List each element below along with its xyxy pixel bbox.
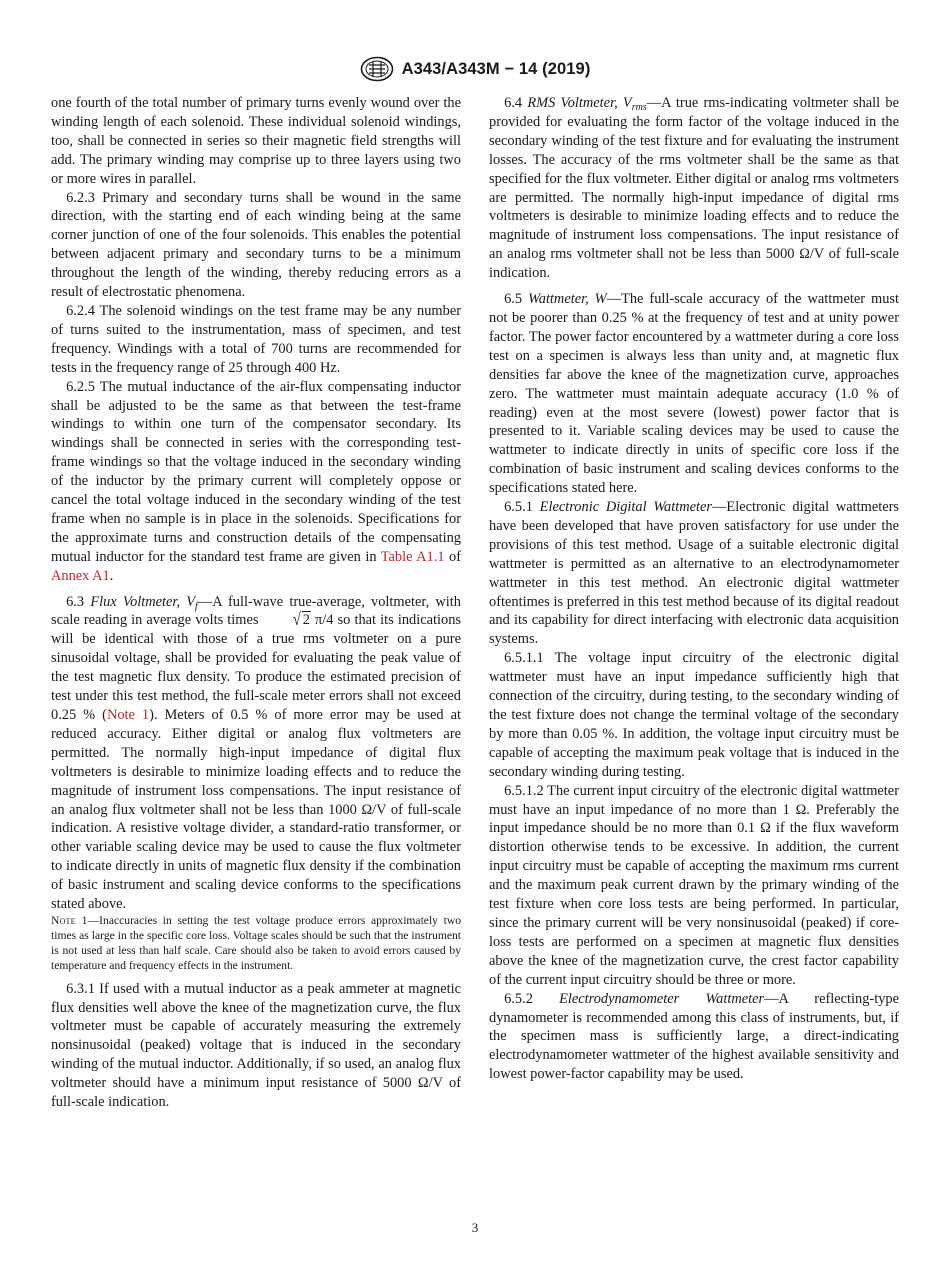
section-title-flux-voltmeter: Flux Voltmeter, $V_f$ (90, 593, 198, 612)
document-designation: A343/A343M − 14 (2019) (401, 59, 591, 78)
link-table-a1-1[interactable]: Table A1.1 (380, 548, 445, 565)
paragraph-6-5-1: 6.5.1 Electronic Digital Wattmeter—Electronic digital wattmeters have been developed that have proven satisfactory for use under the provisions of this test method. Usage of a suitable electronic digital wattmeter is permitted as an alternative to an electrodynamometer wattmeter in this test method. An electronic digital wattmeter oftentimes is preferred in this test method because of its digital readout and its capability for direct interfacing with electronic data acquisition systems. (489, 499, 900, 648)
left-column (51, 94, 461, 1112)
section-title-rms-voltmeter: RMS Voltmeter, $V_{rms}$ (527, 95, 647, 113)
section-title-electronic-digital-wattmeter: Electronic Digital Wattmeter (539, 499, 713, 516)
paragraph-6-3: 6.3 Flux Voltmeter, $V_f—A$ full-wave true-average, voltmeter, with scale reading in average volts times √ 2 π/4 so that its indications will be identical with those of a true rms voltmeter on a pure sinusoidal voltage, shall be provided for evaluating the peak value of the test magnetic flux density. To produce the estimated precision of test under this test method, the full-scale meter errors shall not exceed 0.25 % (Note 1). Meters of 0.5 % of more error may be used at reduced accuracy. Either digital or analog flux voltmeters are permitted. The normally high-input impedance of digital flux voltmeters is desirable to minimize loading effects and to reduce the magnitude of instrument loss compensations. The input resistance of an analog flux voltmeter shall not be less than 1000 Ω/V of full-scale indication. A resistive voltage divider, a standard-ratio transformer, or other variable scaling device may be used to cause the flux voltmeter to indicate directly in units of magnetic flux density if the combination of basic instrument and scaling device conforms to the specifications stated above. (51, 593, 461, 913)
page-header (0, 56, 950, 82)
link-annex-a1[interactable]: Annex A1 (51, 567, 110, 584)
section-title-electrodynamometer-wattmeter: Electrodynamometer Wattmeter (559, 990, 765, 1007)
paragraph-6-2-3: 6.2.3 Primary and secondary turns shall be wound in the same direction, with the starting end of each winding being at the same corner junction of one of the four solenoids. This enables the potential between adjacent primary and secondary turns to be a minimum throughout the length of the winding, thereby reducing errors as a result of electrostatic phenomena. (51, 189, 461, 301)
astm-logo-icon (360, 56, 394, 82)
paragraph-6-5-1-1: 6.5.1.1 The voltage input circuitry of the electronic digital wattmeter must have an input impedance sufficiently high that connection of the circuitry, during testing, to the secondary winding of the test fixture does not change the terminal voltage of the secondary by more than 0.05 %. In addition, the voltage input circuitry must be capable of accepting the maximum peak voltage that is induced in the secondary winding during testing. (489, 650, 899, 780)
paragraph-6-4: 6.4 RMS Voltmeter, $V_{rms}—A$ true rms-indicating voltmeter shall be provided for evaluating the form factor of the voltage induced in the secondary winding of the test fixture and for evaluating the instrument losses. The accuracy of the rms voltmeter shall be the same as that specified for the flux voltmeter. Either digital or analog rms voltmeters are permitted. The normally high-input impedance of digital rms voltmeters is desirable to minimize loading effects and to reduce the magnitude of instrument loss compensations. The input resistance of an analog rms voltmeter shall not be less than 5000 Ω/V of full-scale indication. (489, 95, 899, 282)
paragraph-6-5: 6.5 Wattmeter, W—The full-scale accuracy of the wattmeter must not be poorer than 0.25 % at the frequency of test and at unity power factor. The power factor encountered by a wattmeter during a core loss test on a specimen is always less than unity and, at magnetic flux densities far above the knee of the magnetization curve, approaches zero. The wattmeter must maintain adequate accuracy (1.0 % of reading) even at the most severe (lowest) power factor that is presented to it. Variable scaling devices may be used to cause the wattmeter to indicate directly in units of specific core loss if the combination of basic instrument and scaling devices conforms to the specifications stated here. (489, 291, 899, 497)
square-root-symbol: √ 2 (292, 610, 310, 631)
page-number: 3 (471, 1220, 479, 1235)
paragraph-continuation: one fourth of the total number of primary turns evenly wound over the winding length of each solenoid. These individual solenoid windings, too, shall be connected in series so their magnetic field strengths will add. The primary winding may comprise up to three layers using two or more wires in parallel. (51, 95, 461, 187)
paragraph-6-2-4: 6.2.4 The solenoid windings on the test frame may be any number of turns suited to the instrumentation, mass of specimen, and test frequency. Windings with a total of 700 turns are recommended for tests in the frequency range of 25 through 400 Hz. (51, 302, 461, 376)
paragraph-6-5-2: 6.5.2 Electrodynamometer Wattmeter—A reflecting-type dynamometer is recommended among this class of instruments, but, if the specimen mass is sufficiently large, a direct-indicating electrodynamometer wattmeter of the highest available sensitivity and lowest power-factor capability may be used. (489, 990, 899, 1083)
note-1: Note 1—Inaccuracies in setting the test voltage produce errors approximately two times as large in the specific core loss. Voltage scales should be such that the instrument is not used at less than half scale. Care should also be taken to avoid errors caused by temperature and frequency effects in the instrument. (51, 913, 461, 972)
section-title-wattmeter: Wattmeter, W (528, 291, 607, 308)
paragraph-6-3-1: 6.3.1 If used with a mutual inductor as a peak ammeter at magnetic flux densities well above the knee of the magnetization curve, the flux voltmeter must be capable of accurately measuring the extremely nonsinusoidal (peaked) voltage that is induced in the secondary winding of the mutual inductor. Additionally, if so used, an analog flux voltmeter should have a minimum input resistance of 5000 Ω/V of full-scale indication. (51, 980, 461, 1111)
right-column (489, 94, 899, 1084)
link-note-1[interactable]: Note 1 (106, 707, 150, 723)
paragraph-6-5-1-2: 6.5.1.2 The current input circuitry of the electronic digital wattmeter must have an input impedance of no more than 1 Ω. Preferably the input impedance should be no more than 0.1 Ω if the flux waveform distortion otherwise tends to be excessive. In addition, the current input circuitry must be capable of accepting the maximum rms current and the maximum peak current drawn by the primary winding of the test fixture when core loss tests are being performed. In particular, since the primary current will be very nonsinusoidal (peaked) if core-loss tests are performed on a specimen at magnetic flux densities above the knee of the magnetization curve, the crest factor capability of the current input circuitry should be three or more. (489, 782, 899, 988)
paragraph-6-2-5: 6.2.5 The mutual inductance of the air-flux compensating inductor shall be adjusted to be the same as that between the test-frame windings to within one turn of the compensator secondary. Its windings shall be connected in series with the corresponding test-frame windings so that the voltage induced in the secondary winding of the inductor by the primary current will completely oppose or cancel the total voltage induced in the secondary winding of the test frame when no sample is in place in the solenoids. Specifications for the approximate turns and construction details of the compensating mutual inductor for the standard test frame are given in Table A1.1 of Annex A1. (51, 378, 461, 584)
